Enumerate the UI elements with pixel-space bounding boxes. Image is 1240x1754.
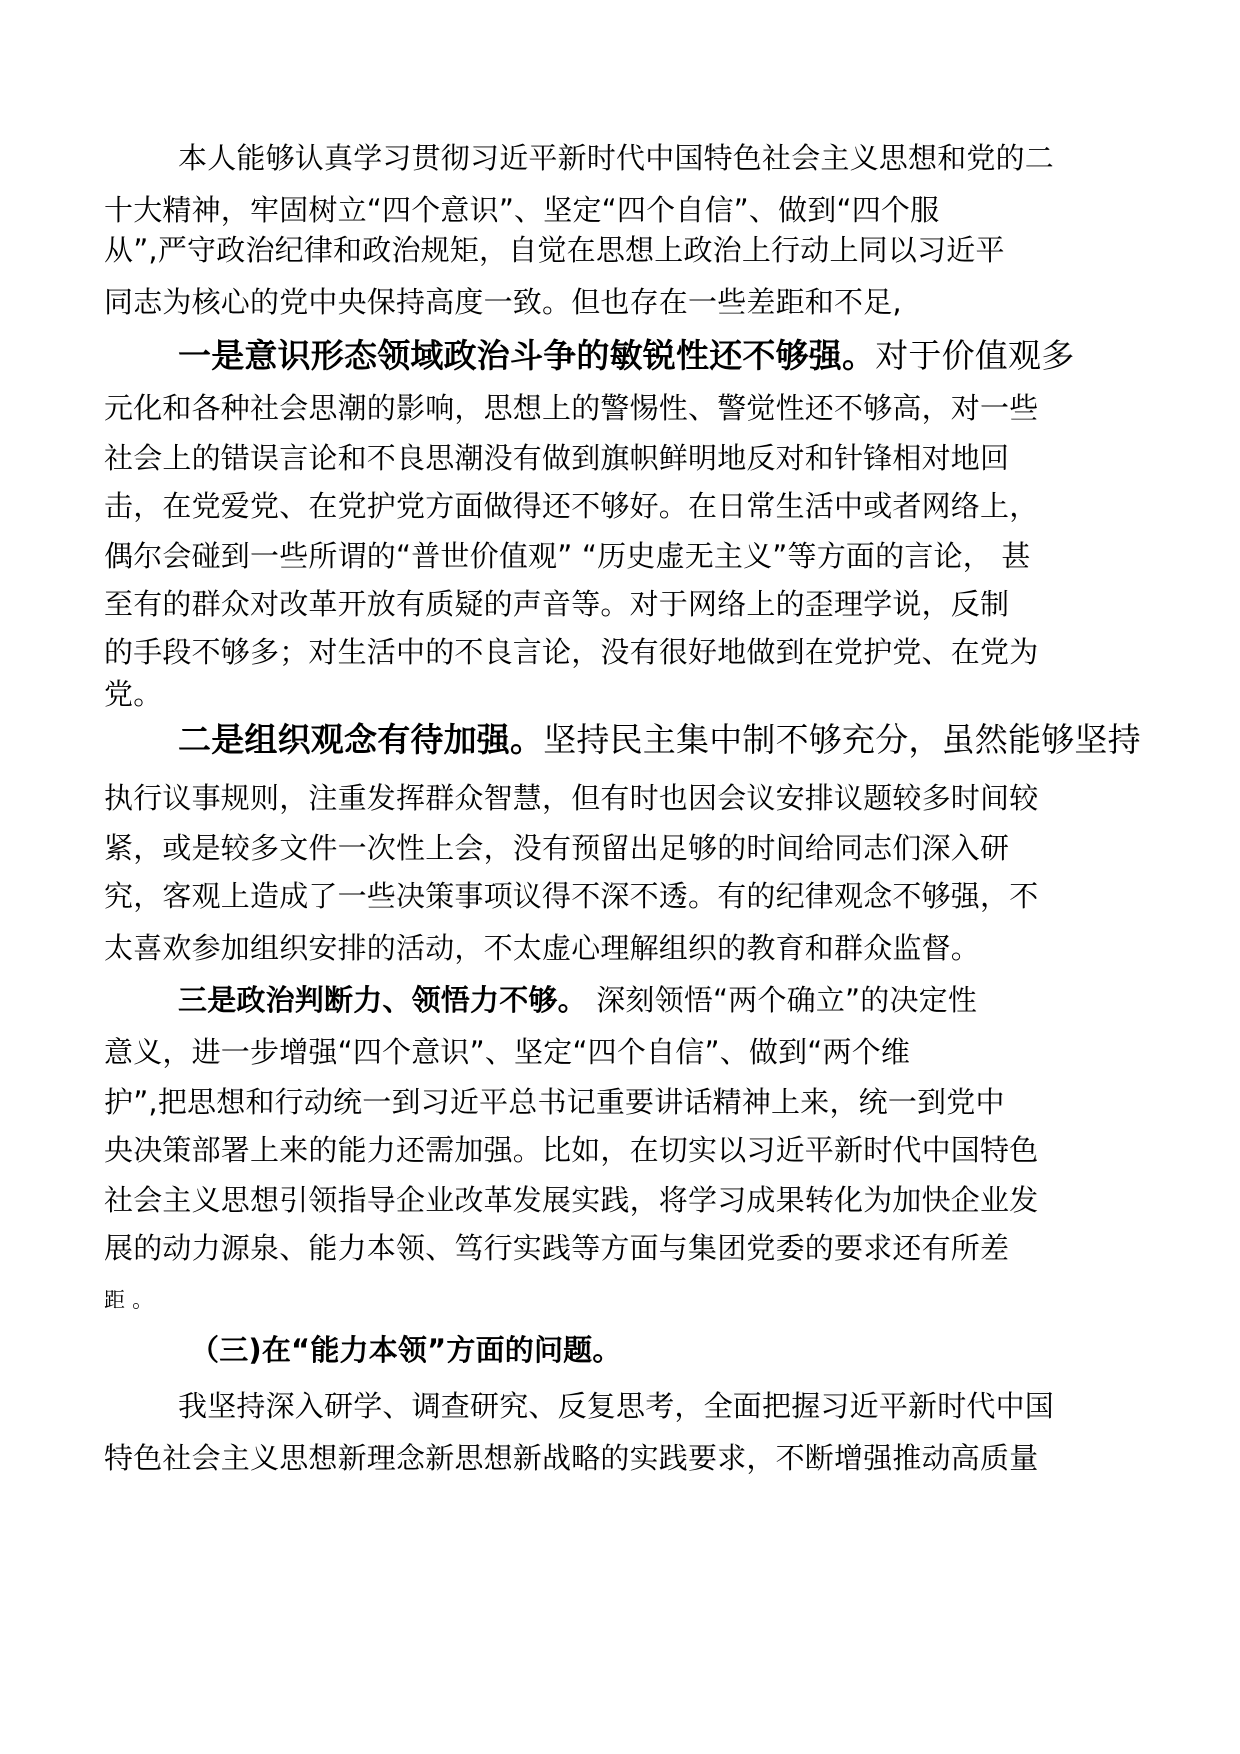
- paragraph-line: 本人能够认真学习贯彻习近平新时代中国特色社会主义思想和党的二: [178, 141, 1055, 175]
- section-heading: （三)在“能力本领”方面的问题。: [190, 1333, 622, 1367]
- paragraph-line: 紧，或是较多文件一次性上会，没有预留出足够的时间给同志们深入研: [104, 831, 1010, 865]
- paragraph-line: 击，在党爱党、在党护党方面做得还不够好。在日常生活中或者网络上，: [104, 489, 1039, 523]
- paragraph-line: 的手段不够多；对生活中的不良言论，没有很好地做到在党护党、在党为: [104, 635, 1039, 669]
- paragraph-line: 社会上的错误言论和不良思潮没有做到旗帜鲜明地反对和针锋相对地回: [104, 441, 1010, 475]
- paragraph-line: 执行议事规则，注重发挥群众智慧，但有时也因会议安排议题较多时间较: [104, 781, 1039, 815]
- heading-1: 一是意识形态领域政治斗争的敏锐性还不够强。: [178, 336, 876, 375]
- paragraph-line: 党。: [104, 677, 163, 711]
- heading-line: [178, 336, 1074, 376]
- paragraph-line: 至有的群众对改革开放有质疑的声音等。对于网络上的歪理学说，反制: [104, 587, 1010, 621]
- paragraph-line: 社会主义思想引领指导企业改革发展实践，将学习成果转化为加快企业发: [104, 1183, 1039, 1217]
- paragraph-line: 展的动力源泉、能力本领、笃行实践等方面与集团党委的要求还有所差: [104, 1231, 1010, 1265]
- paragraph-line: 护”,把思想和行动统一到习近平总书记重要讲话精神上来，统一到党中: [104, 1085, 1005, 1119]
- heading-2: 二是组织观念有待加强。: [178, 720, 544, 759]
- heading-line: [178, 720, 1141, 760]
- paragraph-line: 同志为核心的党中央保持高度一致。但也存在一些差距和不足,: [104, 285, 902, 319]
- paragraph-line: 特色社会主义思想新理念新思想新战略的实践要求，不断增强推动高质量: [104, 1441, 1039, 1475]
- paragraph-line: 从”,严守政治纪律和政治规矩，自觉在思想上政治上行动上同以习近平: [104, 233, 1005, 267]
- paragraph-line: 究，客观上造成了一些决策事项议得不深不透。有的纪律观念不够强，不: [104, 879, 1039, 913]
- paragraph-line: 十大精神，牢固树立“四个意识”、坚定“四个自信”、做到“四个服: [104, 193, 940, 227]
- heading-1-continuation: 对于价值观多: [875, 336, 1075, 375]
- heading-2-continuation: 坚持民主集中制不够充分，虽然能够坚持: [543, 720, 1141, 759]
- heading-line: [178, 980, 977, 1020]
- paragraph-line: 距 。: [104, 1288, 154, 1312]
- paragraph-line: 我坚持深入研学、调查研究、反复思考，全面把握习近平新时代中国: [178, 1389, 1055, 1423]
- paragraph-line: 意义，进一步增强“四个意识”、坚定“四个自信”、做到“两个维: [104, 1035, 911, 1069]
- paragraph-line: 元化和各种社会思潮的影响，思想上的警惕性、警觉性还不够高，对一些: [104, 391, 1039, 425]
- paragraph-line: 偶尔会碰到一些所谓的“普世价值观” “历史虚无主义”等方面的言论， 甚: [104, 539, 1031, 573]
- paragraph-line: 太喜欢参加组织安排的活动，不太虚心理解组织的教育和群众监督。: [104, 931, 981, 965]
- heading-3-continuation: 深刻领悟“两个确立”的决定性: [586, 983, 978, 1017]
- paragraph-line: 央决策部署上来的能力还需加强。比如，在切实以习近平新时代中国特色: [104, 1133, 1039, 1167]
- heading-3: 三是政治判断力、领悟力不够。: [178, 983, 587, 1017]
